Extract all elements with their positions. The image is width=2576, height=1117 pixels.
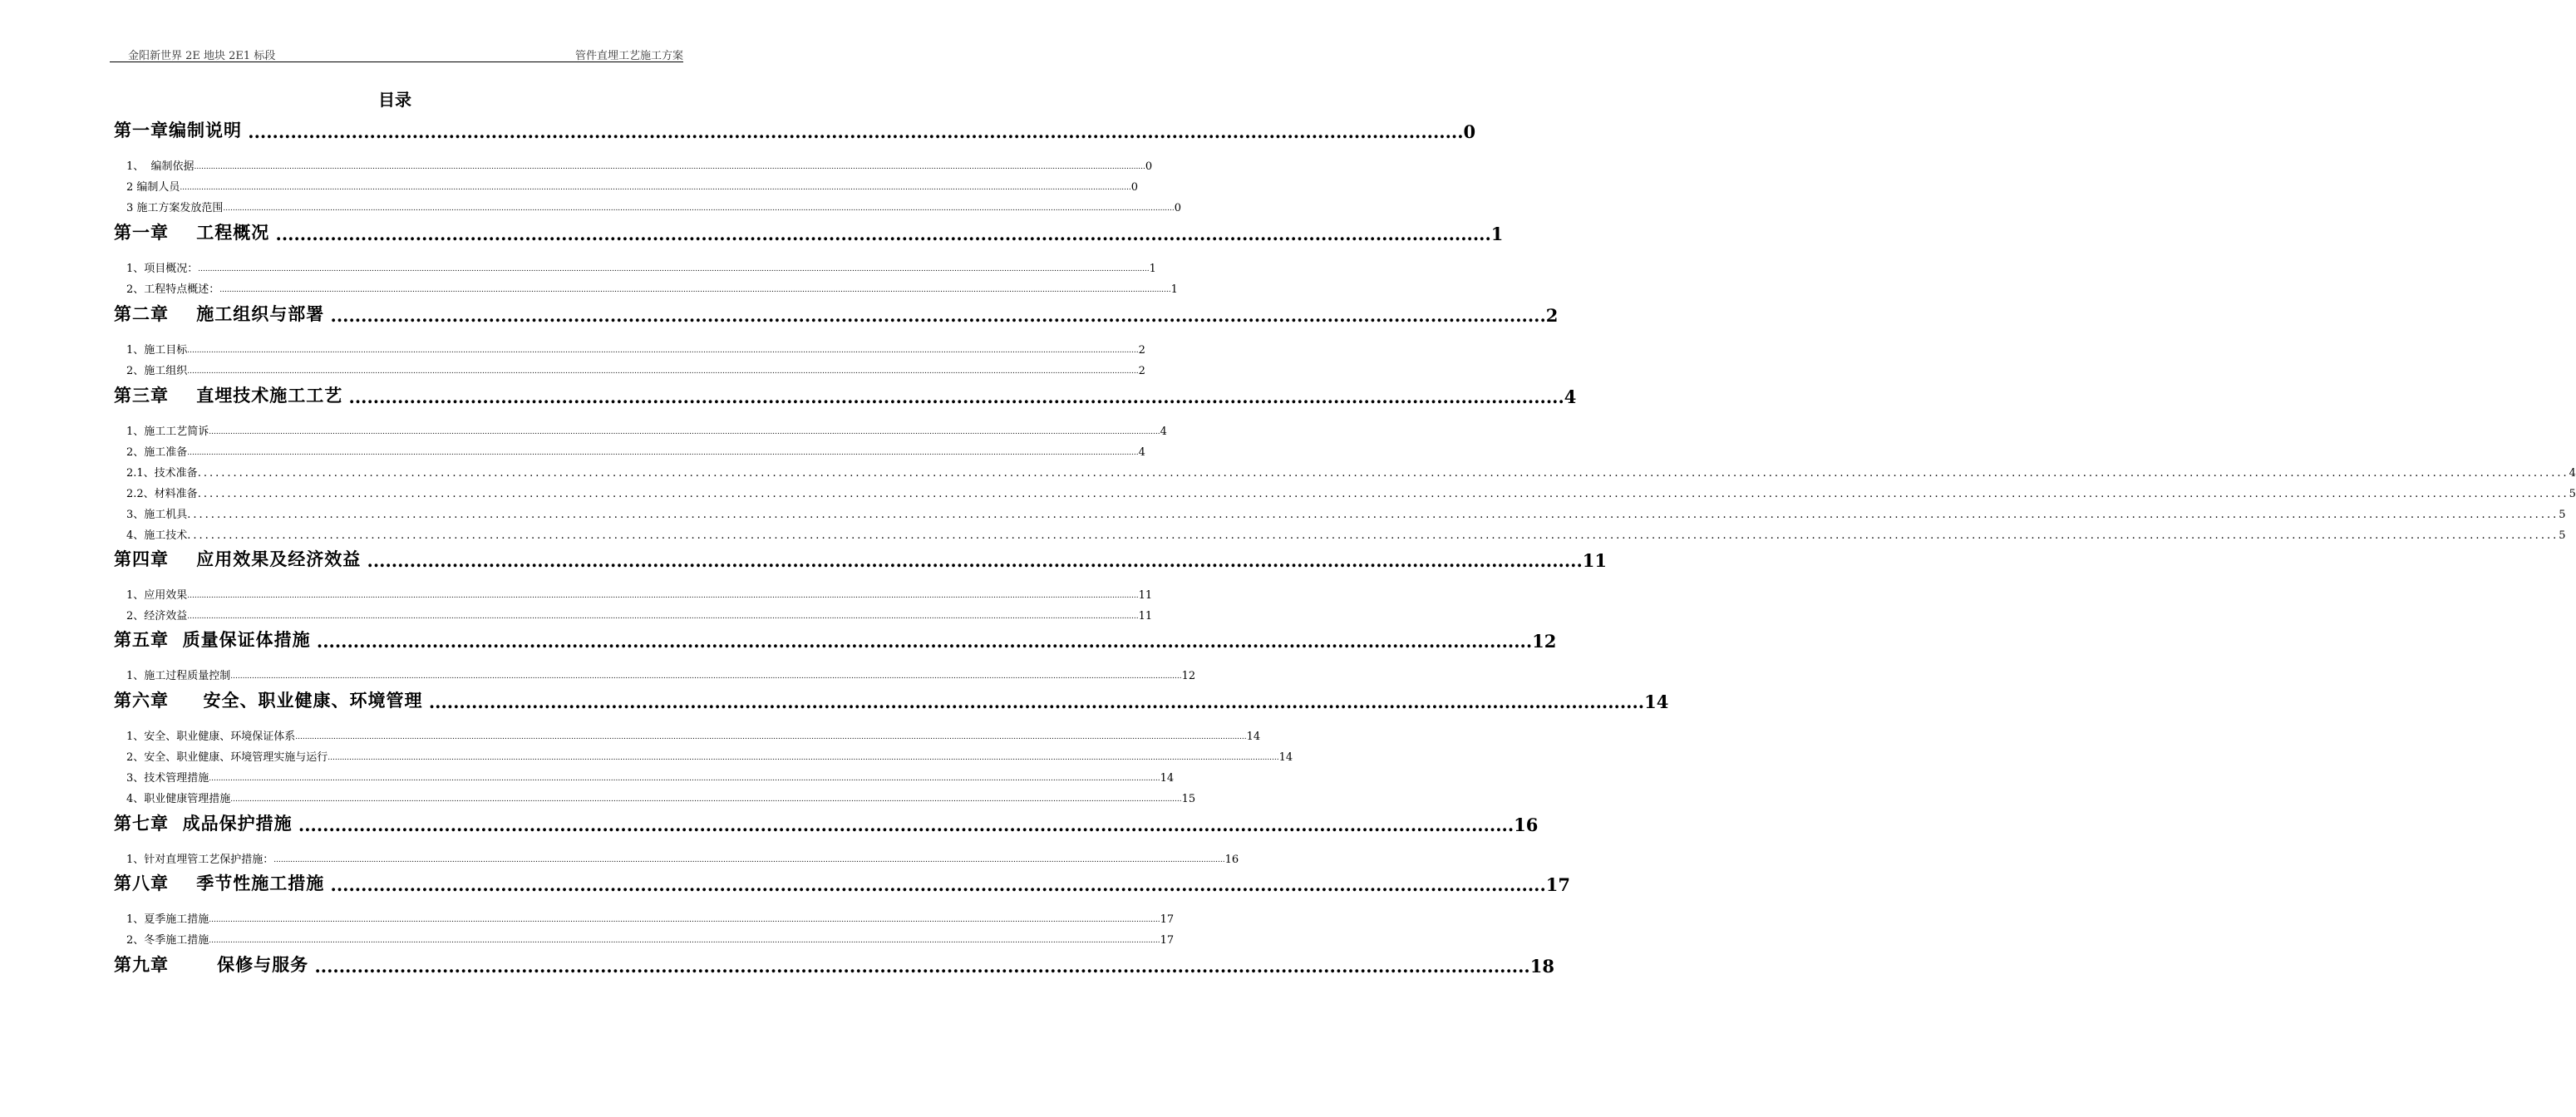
toc-dot-leader: ................................................................................................................................................................................................................................................................................................................................................................................................................: [209, 428, 1160, 436]
toc-dot-leader: ................................................................................................................................................................................................................................................................................................................................................................................................................: [328, 754, 1279, 762]
toc-entry-label: 1、应用效果: [126, 589, 188, 602]
toc-page-number: 11: [1582, 550, 1608, 571]
toc-entry-label: 2 编制人员: [126, 181, 180, 194]
toc-dot-leader: ................................................................................................................................................................................................................................................................................................................................................................................................................: [187, 613, 1139, 621]
toc-page-number: 14: [1246, 731, 1261, 743]
toc-dot-leader: ................................................................................................................................................................................................................................................................................................................................................................................................................: [187, 509, 2559, 521]
toc-entry-label: 2、冬季施工措施: [126, 934, 209, 947]
toc-dot-leader: ........................................................................................................................................................................................................: [342, 386, 1564, 407]
toc-dot-leader: ........................................................................................................................................................................................................: [422, 691, 1645, 712]
toc-page-number: 2: [1138, 344, 1145, 357]
toc-chapter-entry[interactable]: [114, 384, 1577, 407]
toc-section-entry[interactable]: [126, 362, 1145, 377]
toc-entry-label: 1、施工过程质量控制: [126, 670, 231, 682]
toc-page-number: 4: [1564, 386, 1577, 407]
toc-dot-leader: ................................................................................................................................................................................................................................................................................................................................................................................................................: [219, 286, 1171, 294]
toc-dot-leader: ................................................................................................................................................................................................................................................................................................................................................................................................................: [273, 856, 1225, 864]
toc-section-entry[interactable]: [126, 342, 1145, 357]
toc-page-number: 11: [1138, 589, 1153, 602]
toc-dot-leader: ................................................................................................................................................................................................................................................................................................................................................................................................................: [295, 733, 1247, 741]
toc-page-number: 4: [2569, 467, 2576, 480]
toc-dot-leader: ........................................................................................................................................................................................................: [324, 305, 1546, 326]
toc-page-number: 0: [1463, 121, 1476, 142]
toc-page-number: 11: [1138, 610, 1153, 622]
toc-dot-leader: ................................................................................................................................................................................................................................................................................................................................................................................................................: [198, 265, 1150, 273]
toc-section-entry[interactable]: [126, 465, 2576, 480]
toc-entry-label: 2、工程特点概述：: [126, 283, 220, 296]
toc-dot-leader: ................................................................................................................................................................................................................................................................................................................................................................................................................: [187, 367, 1139, 376]
toc-page-number: 12: [1532, 631, 1557, 652]
toc-section-entry[interactable]: [126, 260, 1156, 275]
toc-page-number: 4: [1160, 426, 1167, 438]
toc-section-entry[interactable]: [126, 179, 1139, 194]
toc-page-number: 17: [1545, 874, 1571, 895]
toc-page-number: 5: [2569, 488, 2576, 500]
toc-page-number: 1: [1149, 263, 1156, 275]
toc-dot-leader: ........................................................................................................................................................................................................: [308, 956, 1530, 977]
toc-entry-label: 2.2、材料准备: [126, 488, 198, 500]
header-document-title: 管件直埋工艺施工方案: [574, 50, 683, 62]
toc-page-number: 14: [1644, 691, 1669, 712]
header-project-name: 金阳新世界 2E 地块 2E1 标段: [128, 50, 276, 62]
toc-section-entry[interactable]: [126, 423, 1167, 438]
toc-page-number: 0: [1145, 160, 1153, 173]
toc-entry-label: 3 施工方案发放范围: [126, 202, 224, 214]
toc-page-number: 15: [1181, 793, 1196, 805]
toc-section-entry[interactable]: [126, 527, 2566, 542]
toc-section-entry[interactable]: [126, 199, 1182, 214]
toc-title: 目录: [378, 90, 411, 110]
toc-dot-leader: ................................................................................................................................................................................................................................................................................................................................................................................................................: [209, 775, 1160, 783]
toc-dot-leader: ........................................................................................................................................................................................................: [310, 631, 1533, 652]
toc-entry-label: 4、施工技术: [126, 529, 188, 542]
toc-section-entry[interactable]: [126, 667, 1196, 682]
toc-entry-label: 第九章 保修与服务: [114, 954, 309, 975]
toc-section-entry[interactable]: [126, 506, 2566, 521]
toc-entry-label: 2、施工准备: [126, 446, 188, 459]
toc-section-entry[interactable]: [126, 770, 1175, 785]
toc-page-number: 1: [1490, 224, 1504, 244]
toc-chapter-entry[interactable]: [114, 303, 1559, 326]
toc-page-number: 5: [2559, 509, 2566, 521]
toc-entry-label: 第七章 成品保护措施: [114, 813, 293, 834]
toc-entry-label: 2、经济效益: [126, 610, 188, 622]
toc-entry-label: 1、安全、职业健康、环境保证体系: [126, 731, 296, 743]
toc-entry-label: 2.1、技术准备: [126, 467, 198, 480]
toc-page-number: 2: [1138, 365, 1145, 377]
toc-dot-leader: ................................................................................................................................................................................................................................................................................................................................................................................................................: [209, 916, 1160, 924]
toc-chapter-entry[interactable]: [114, 812, 1539, 835]
toc-dot-leader: ................................................................................................................................................................................................................................................................................................................................................................................................................: [187, 347, 1139, 355]
toc-section-entry[interactable]: [126, 608, 1153, 622]
toc-entry-label: 第八章 季节性施工措施: [114, 873, 325, 893]
toc-entry-label: 第一章编制说明: [114, 120, 242, 140]
toc-section-entry[interactable]: [126, 281, 1178, 296]
toc-dot-leader: ................................................................................................................................................................................................................................................................................................................................................................................................................: [197, 488, 2569, 500]
toc-dot-leader: ................................................................................................................................................................................................................................................................................................................................................................................................................: [230, 672, 1182, 681]
toc-page-number: 16: [1224, 854, 1239, 866]
toc-chapter-entry[interactable]: [114, 221, 1504, 244]
toc-entry-label: 第二章 施工组织与部署: [114, 303, 325, 324]
toc-entry-label: 2、施工组织: [126, 365, 188, 377]
toc-section-entry[interactable]: [126, 790, 1196, 805]
toc-section-entry[interactable]: [126, 911, 1175, 926]
toc-entry-label: 第六章 安全、职业健康、环境管理: [114, 690, 423, 711]
toc-section-entry[interactable]: [126, 158, 1153, 173]
toc-dot-leader: ........................................................................................................................................................................................................: [361, 550, 1583, 571]
toc-dot-leader: ................................................................................................................................................................................................................................................................................................................................................................................................................: [194, 163, 1145, 171]
toc-chapter-entry[interactable]: [114, 953, 1554, 977]
toc-page-number: 0: [1174, 202, 1182, 214]
toc-section-entry[interactable]: [126, 749, 1293, 764]
toc-section-entry[interactable]: [126, 728, 1261, 743]
toc-dot-leader: ........................................................................................................................................................................................................: [242, 121, 1464, 142]
toc-section-entry[interactable]: [126, 444, 1145, 459]
toc-entry-label: 第五章 质量保证体措施: [114, 629, 311, 650]
toc-page-number: 14: [1160, 772, 1175, 785]
toc-entry-label: 4、职业健康管理措施: [126, 793, 231, 805]
toc-entry-label: 1、 编制依据: [126, 160, 195, 173]
toc-dot-leader: ................................................................................................................................................................................................................................................................................................................................................................................................................: [197, 467, 2569, 480]
toc-page-number: 0: [1130, 181, 1139, 194]
toc-page-number: 12: [1181, 670, 1196, 682]
toc-page-number: 17: [1160, 934, 1175, 947]
toc-chapter-entry[interactable]: [114, 872, 1571, 895]
toc-page-number: 14: [1278, 751, 1293, 764]
page-header: [110, 43, 683, 62]
toc-page-number: 5: [2559, 529, 2566, 542]
toc-page-number: 4: [1138, 446, 1145, 459]
toc-entry-label: 1、施工目标: [126, 344, 188, 357]
toc-chapter-entry[interactable]: [114, 628, 1557, 652]
toc-dot-leader: ........................................................................................................................................................................................................: [324, 874, 1546, 895]
toc-entry-label: 2、安全、职业健康、环境管理实施与运行: [126, 751, 328, 764]
toc-entry-label: 第三章 直埋技术施工工艺: [114, 385, 343, 406]
toc-dot-leader: ................................................................................................................................................................................................................................................................................................................................................................................................................: [209, 937, 1160, 945]
toc-dot-leader: ................................................................................................................................................................................................................................................................................................................................................................................................................: [180, 184, 1131, 192]
toc-page-number: 2: [1545, 305, 1559, 326]
toc-dot-leader: ................................................................................................................................................................................................................................................................................................................................................................................................................: [230, 795, 1182, 804]
toc-section-entry[interactable]: [126, 485, 2576, 500]
toc-page-number: 17: [1160, 913, 1175, 926]
toc-section-entry[interactable]: [126, 932, 1175, 947]
toc-entry-label: 1、项目概况：: [126, 263, 199, 275]
toc-entry-label: 第一章 工程概况: [114, 222, 270, 243]
toc-dot-leader: ................................................................................................................................................................................................................................................................................................................................................................................................................: [187, 449, 1139, 457]
toc-entry-label: 第四章 应用效果及经济效益: [114, 549, 362, 569]
toc-dot-leader: ........................................................................................................................................................................................................: [292, 814, 1515, 835]
toc-section-entry[interactable]: [126, 851, 1239, 866]
toc-page-number: 1: [1170, 283, 1178, 296]
toc-section-entry[interactable]: [126, 587, 1153, 602]
toc-page-number: 18: [1529, 956, 1554, 977]
toc-entry-label: 3、施工机具: [126, 509, 188, 521]
toc-entry-label: 1、施工工艺简诉: [126, 426, 209, 438]
toc-dot-leader: ........................................................................................................................................................................................................: [269, 224, 1491, 244]
toc-chapter-entry[interactable]: [114, 548, 1608, 571]
toc-dot-leader: ................................................................................................................................................................................................................................................................................................................................................................................................................: [223, 204, 1175, 213]
toc-dot-leader: ................................................................................................................................................................................................................................................................................................................................................................................................................: [187, 529, 2559, 542]
toc-chapter-entry[interactable]: [114, 689, 1669, 712]
toc-dot-leader: ................................................................................................................................................................................................................................................................................................................................................................................................................: [187, 592, 1139, 600]
toc-entry-label: 1、针对直埋管工艺保护措施：: [126, 854, 274, 866]
toc-page-number: 16: [1514, 814, 1539, 835]
toc-entry-label: 3、技术管理措施: [126, 772, 209, 785]
toc-chapter-entry[interactable]: [114, 119, 1476, 142]
toc-entry-label: 1、夏季施工措施: [126, 913, 209, 926]
